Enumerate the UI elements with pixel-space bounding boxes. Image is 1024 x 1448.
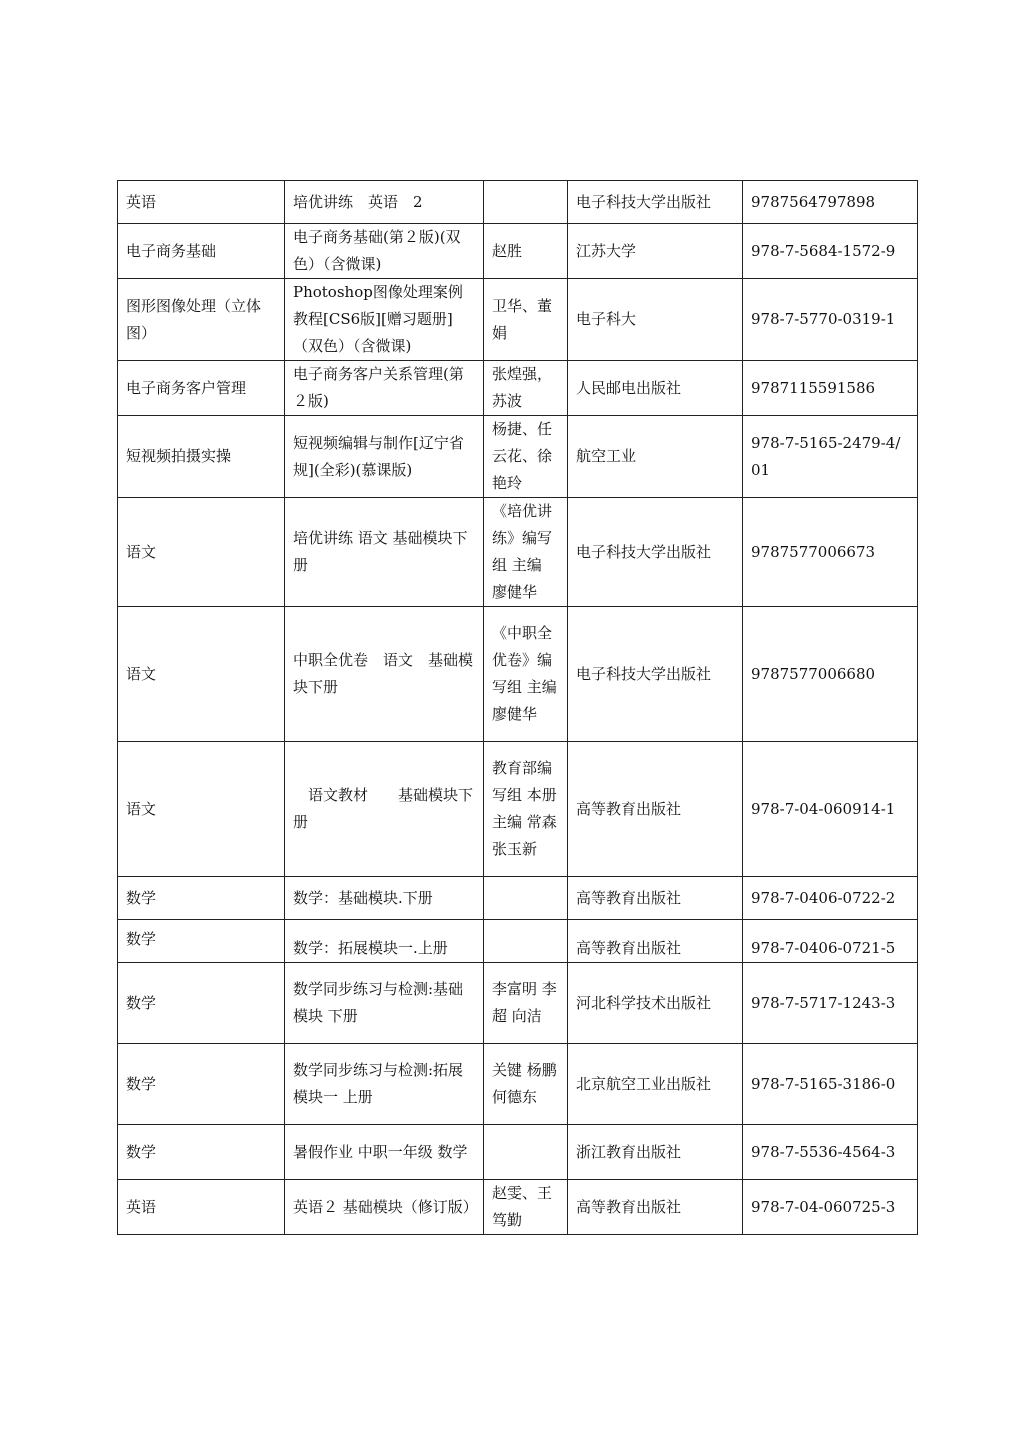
- title-cell: 培优讲练 语文 基础模块下册: [285, 498, 484, 607]
- author-cell: 赵雯、王笃勤: [484, 1180, 568, 1235]
- publisher-cell: 浙江教育出版社: [568, 1125, 743, 1180]
- isbn-cell: 978-7-5165-2479-4/01: [743, 416, 918, 498]
- subject-cell: 数学: [118, 1044, 285, 1125]
- table-row: [118, 607, 918, 742]
- publisher-cell: 高等教育出版社: [568, 920, 743, 963]
- isbn-cell: 9787115591586: [743, 361, 918, 416]
- isbn-cell: 9787577006680: [743, 607, 918, 742]
- subject-cell: 语文: [118, 742, 285, 877]
- table-row: [118, 920, 918, 963]
- author-cell: [484, 181, 568, 224]
- title-cell: 数学同步练习与检测:基础模块 下册: [285, 963, 484, 1044]
- table-row: [118, 1125, 918, 1180]
- table-row: [118, 361, 918, 416]
- title-cell: 电子商务客户关系管理(第２版): [285, 361, 484, 416]
- table-row: [118, 1044, 918, 1125]
- subject-cell: 语文: [118, 498, 285, 607]
- author-cell: [484, 1125, 568, 1180]
- isbn-cell: 978-7-5684-1572-9: [743, 224, 918, 279]
- publisher-cell: 航空工业: [568, 416, 743, 498]
- subject-cell: 数学: [118, 963, 285, 1044]
- isbn-cell: 978-7-04-060725-3: [743, 1180, 918, 1235]
- table-row: [118, 963, 918, 1044]
- publisher-cell: 江苏大学: [568, 224, 743, 279]
- author-cell: 杨捷、任云花、徐艳玲: [484, 416, 568, 498]
- title-cell: 数学：基础模块.下册: [285, 877, 484, 920]
- isbn-cell: 978-7-0406-0721-5: [743, 920, 918, 963]
- title-cell: 语文教材 基础模块下册: [285, 742, 484, 877]
- isbn-cell: 978-7-5770-0319-1: [743, 279, 918, 361]
- title-cell: 培优讲练 英语 2: [285, 181, 484, 224]
- table-row: [118, 279, 918, 361]
- publisher-cell: 人民邮电出版社: [568, 361, 743, 416]
- title-cell: 英语２ 基础模块（修订版）: [285, 1180, 484, 1235]
- title-cell: 数学同步练习与检测:拓展模块一 上册: [285, 1044, 484, 1125]
- isbn-cell: 9787564797898: [743, 181, 918, 224]
- author-cell: 关键 杨鹏 何德东: [484, 1044, 568, 1125]
- publisher-cell: 高等教育出版社: [568, 742, 743, 877]
- table-row: [118, 498, 918, 607]
- title-cell: 电子商务基础(第２版)(双色）（含微课): [285, 224, 484, 279]
- publisher-cell: 电子科技大学出版社: [568, 607, 743, 742]
- table-row: [118, 1180, 918, 1235]
- subject-cell: 图形图像处理（立体图）: [118, 279, 285, 361]
- author-cell: 赵胜: [484, 224, 568, 279]
- subject-cell: 数学: [118, 1125, 285, 1180]
- publisher-cell: 河北科学技术出版社: [568, 963, 743, 1044]
- publisher-cell: 北京航空工业出版社: [568, 1044, 743, 1125]
- title-cell: 数学：拓展模块一.上册: [285, 920, 484, 963]
- author-cell: 李富明 李超 向洁: [484, 963, 568, 1044]
- isbn-cell: 978-7-5536-4564-3: [743, 1125, 918, 1180]
- table-row: [118, 181, 918, 224]
- textbook-table: [117, 180, 918, 1235]
- subject-cell: 电子商务客户管理: [118, 361, 285, 416]
- title-cell: 暑假作业 中职一年级 数学: [285, 1125, 484, 1180]
- isbn-cell: 9787577006673: [743, 498, 918, 607]
- isbn-cell: 978-7-04-060914-1: [743, 742, 918, 877]
- isbn-cell: 978-7-0406-0722-2: [743, 877, 918, 920]
- author-cell: 教育部编写组 本册主编 常森 张玉新: [484, 742, 568, 877]
- title-cell: 中职全优卷 语文 基础模块下册: [285, 607, 484, 742]
- author-cell: 《培优讲练》编写组 主编 廖健华: [484, 498, 568, 607]
- author-cell: 张煌强，苏波: [484, 361, 568, 416]
- subject-cell: 数学: [118, 920, 285, 963]
- author-cell: [484, 877, 568, 920]
- publisher-cell: 电子科技大学出版社: [568, 181, 743, 224]
- title-cell: Photoshop图像处理案例教程[CS6版][赠习题册]（双色）（含微课): [285, 279, 484, 361]
- publisher-cell: 电子科大: [568, 279, 743, 361]
- publisher-cell: 高等教育出版社: [568, 877, 743, 920]
- subject-cell: 语文: [118, 607, 285, 742]
- title-cell: 短视频编辑与制作[辽宁省规](全彩)(慕课版): [285, 416, 484, 498]
- table-row: [118, 416, 918, 498]
- subject-cell: 短视频拍摄实操: [118, 416, 285, 498]
- isbn-cell: 978-7-5717-1243-3: [743, 963, 918, 1044]
- publisher-cell: 高等教育出版社: [568, 1180, 743, 1235]
- subject-cell: 电子商务基础: [118, 224, 285, 279]
- subject-cell: 数学: [118, 877, 285, 920]
- subject-cell: 英语: [118, 1180, 285, 1235]
- subject-cell: 英语: [118, 181, 285, 224]
- author-cell: 卫华、董娟: [484, 279, 568, 361]
- table-row: [118, 224, 918, 279]
- author-cell: 《中职全优卷》编写组 主编 廖健华: [484, 607, 568, 742]
- isbn-cell: 978-7-5165-3186-0: [743, 1044, 918, 1125]
- table-row: [118, 742, 918, 877]
- table-row: [118, 877, 918, 920]
- publisher-cell: 电子科技大学出版社: [568, 498, 743, 607]
- author-cell: [484, 920, 568, 963]
